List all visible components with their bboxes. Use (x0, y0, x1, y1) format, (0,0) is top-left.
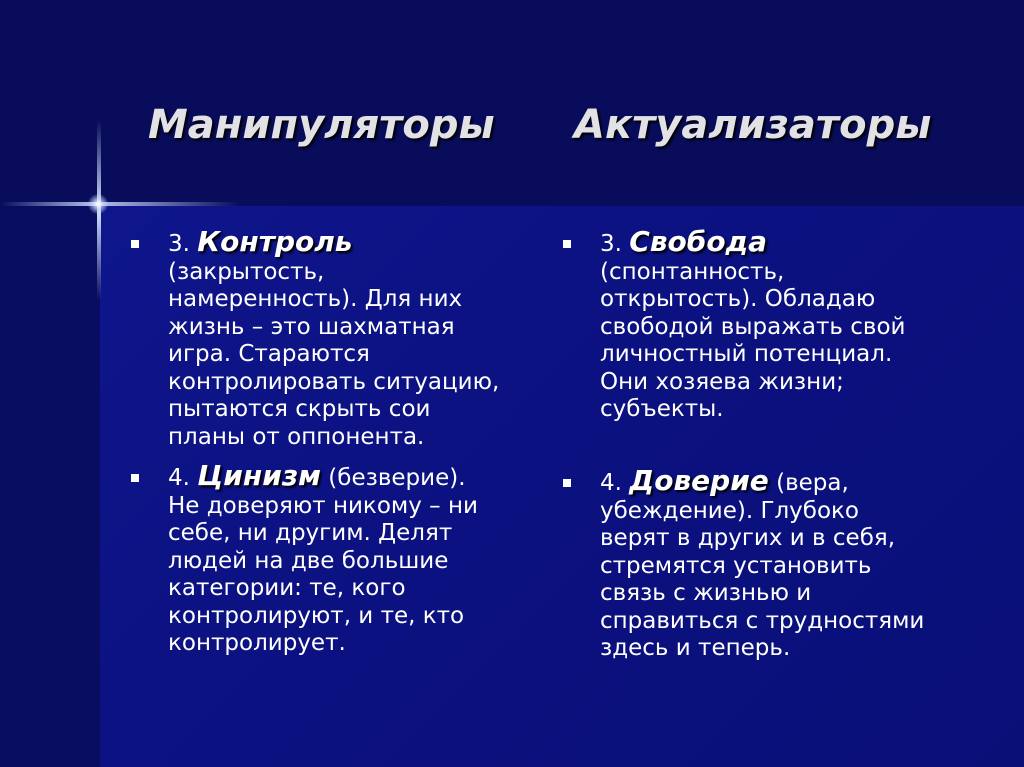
background-left-band (0, 206, 100, 767)
bullet-icon (131, 240, 139, 248)
item-number: 4. (600, 470, 622, 496)
item-keyword: Цинизм (197, 459, 321, 492)
item-text-line: контролируют, и те, кто (168, 602, 465, 629)
item-first-line-rest: (вера, (768, 470, 849, 496)
light-flare-center (88, 194, 108, 214)
item-text-line: верят в других и в себя, (600, 525, 896, 551)
left-item-control (168, 225, 500, 451)
item-text-line: намеренность). Для них (168, 286, 463, 312)
item-first-line (600, 225, 905, 259)
item-text-line: планы от оппонента. (168, 423, 425, 450)
item-keyword: Доверие (629, 464, 769, 497)
item-text-line: контролировать ситуацию, (168, 368, 500, 395)
item-keyword: Контроль (197, 225, 353, 258)
item-text-line: субъекты. (600, 396, 724, 422)
item-text-line: игра. Стараются (168, 341, 370, 367)
item-text-line: контролирует. (168, 630, 346, 656)
item-number: 4. (168, 465, 190, 491)
item-text-line: личностный потенциал. (600, 341, 893, 367)
item-text-line: свободой выражать свой (600, 313, 906, 340)
heading-actualizers: Актуализаторы (574, 102, 932, 148)
bullet-icon (131, 474, 139, 482)
item-text-line: (спонтанность, (600, 258, 785, 285)
item-text-line: открытость). Обладаю (600, 286, 876, 312)
item-text-line: стремятся установить (600, 552, 872, 579)
item-keyword: Свобода (629, 225, 768, 258)
bullet-icon (563, 240, 571, 248)
bullet-icon (563, 479, 571, 487)
item-first-line-rest: (безверие). (320, 465, 466, 491)
item-text-line: жизнь – это шахматная (168, 313, 455, 340)
item-text-line: здесь и теперь. (600, 635, 791, 661)
item-text-line: Не доверяют никому – ни (168, 492, 478, 519)
left-item-cynicism (168, 459, 478, 658)
item-number: 3. (168, 231, 190, 257)
item-text-line: убеждение). Глубоко (600, 497, 860, 524)
item-text-line: Они хозяева жизни; (600, 368, 844, 395)
light-flare-horizontal (0, 202, 240, 206)
item-first-line (168, 459, 478, 493)
item-first-line (168, 225, 499, 259)
heading-manipulators: Манипуляторы (148, 102, 495, 148)
item-number: 3. (600, 231, 622, 257)
right-item-freedom (600, 225, 906, 424)
right-item-trust (600, 464, 925, 663)
item-text-line: категории: те, кого (168, 575, 406, 601)
item-first-line (600, 464, 924, 498)
item-text-line: справиться с трудностями (600, 607, 925, 634)
item-text-line: (закрытость, (168, 258, 325, 285)
item-text-line: связь с жизнью и (600, 580, 812, 606)
item-text-line: пытаются скрыть сои (168, 396, 431, 422)
item-text-line: себе, ни другим. Делят (168, 520, 453, 546)
item-text-line: людей на две большие (168, 547, 449, 574)
